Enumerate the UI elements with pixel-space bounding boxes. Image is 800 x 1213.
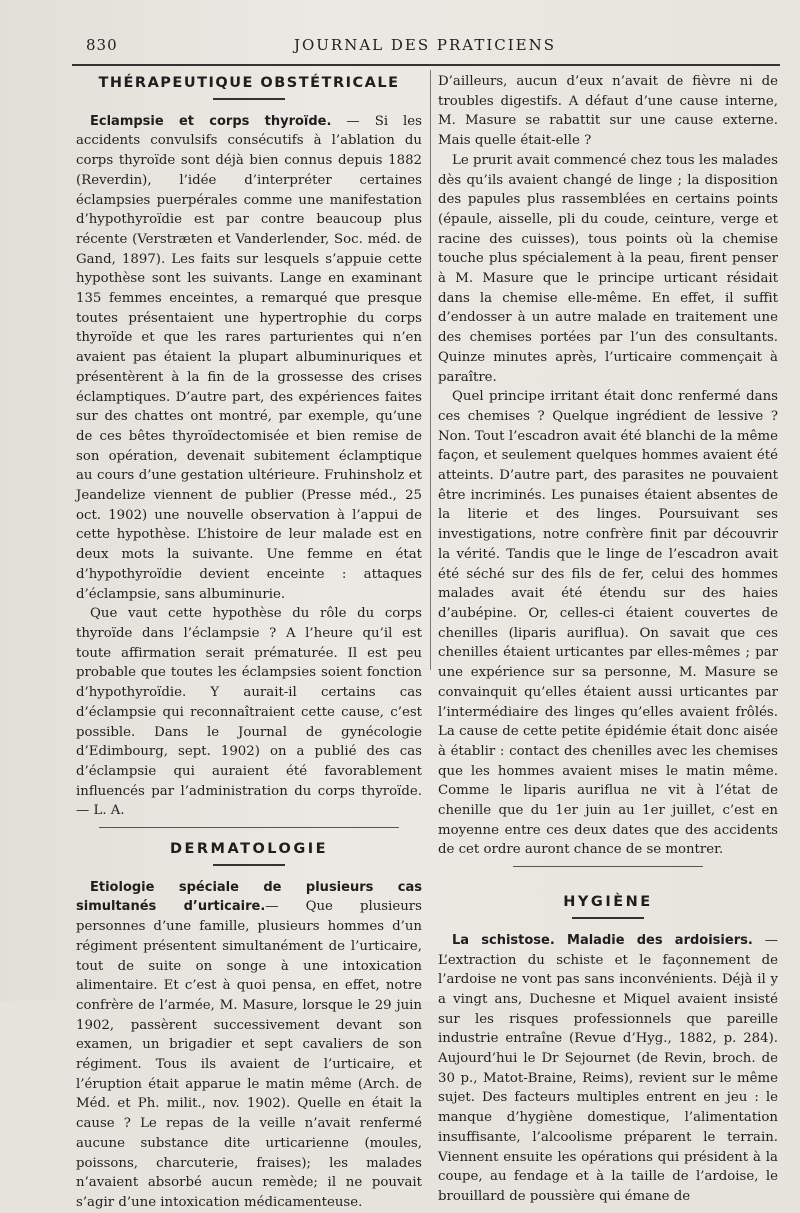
article-paragraph (76, 112, 422, 605)
section-title-dermatologie: DERMATOLOGIE (169, 841, 329, 858)
section-rule (213, 98, 285, 100)
article-paragraph: D’ailleurs, aucun d’eux n’avait de fièvre ni de troubles digestifs. A défaut d’une cause interne, M. Masure se rabattit sur une cause externe. Mais quelle était-elle ? (438, 74, 778, 149)
column-separator (430, 70, 431, 670)
section-rule (572, 917, 644, 919)
article-title-schistose: La schistose. Maladie des ardoisiers. (452, 932, 753, 948)
article-paragraph: Le prurit avait commencé chez tous les malades dès qu’ils avaient changé de linge ; la disposition des papules plus rassemblées en certains points (épaule, aisselle, pli du coude, ceinture, verge et racine des cuisses), tous points où la chemise touche plus spécialement à la peau, firent penser à M. Masure que le principe urticant résidait dans la chemise elle-même. En effet, il suffit d’endosser à un autre malade en traitement une des chemises portées par l’un des consultants. Quinze minutes après, l’urticaire commençait à paraître. (438, 152, 778, 385)
article-rule (513, 866, 703, 867)
section-rule (213, 864, 285, 866)
left-column (76, 72, 422, 1213)
article-paragraph (438, 931, 778, 1207)
article-rule (99, 827, 399, 828)
section-title-hygiene: HYGIÈNE (563, 894, 653, 911)
article-title-urticaire: Etiologie spéciale de plusieurs cas simultanés d’urticaire. (76, 879, 422, 915)
page-header (72, 36, 778, 60)
paragraph-text: — Si les accidents convulsifs consécutifs à l’ablation du corps thyroïde sont déjà bien connus depuis 1882 (Reverdin), l’idée d’interpréter certaines éclampsies puerpérales comme une manifestation d’hypothyroïdie est par contre beaucoup plus récente (Verstræten et Vanderlender, Soc. méd. de Gand, 1897). Les faits sur lesquels s’appuie cette hypothèse sont les suivants. Lange en examinant 135 femmes enceintes, a remarqué que presque toutes présentaient une hypertrophie du corps thyroïde et que les rares parturientes qui n’en avaient pas étaient la plupart albuminuriques et présentèrent à la fin de la grossesse des crises éclamptiques. D’autre part, des expériences faites sur des chattes ont montré, par exemple, qu’une de ces bêtes thyroïdectomisée et bien remise de son opération, devenait subitement éclamptique au cours d’une gestation ultérieure. Fruhinsholz et Jeandelize viennent de publier (Presse méd., 25 oct. 1902) une nouvelle observation à l’appui de cette hypothèse. L’histoire de leur malade est en deux mots la suivante. Une femme en état d’hypothyroïdie devient enceinte : attaques d’éclampsie, sans albuminurie. (76, 113, 422, 602)
spacer (438, 879, 778, 889)
paragraph-text: — Que plusieurs personnes d’une famille, plusieurs hommes d’un régiment présentent simultanément de l’urticaire, tout de suite on songe à une intoxication alimentaire. Et c’est à quoi pensa, en effet, notre confrère de l’armée, M. Masure, lorsque le 29 juin 1902, passèrent successivement devant son examen, un brigadier et sept cavaliers de son régiment. Tous ils avaient de l’urticaire, et l’éruption était apparue le matin même (Arch. de Méd. et Ph. milit., nov. 1902). Quelle en était la cause ? Le repas de la veille n’avait renfermé aucune substance dite urticarienne (moules, poissons, charcuterie, fraises); les malades n’avaient absorbé aucun remède; il ne pouvait s’agir d’une intoxication médicamenteuse. (76, 899, 422, 1210)
page-number: 830 (86, 36, 118, 54)
right-column (438, 72, 778, 1207)
section-title-therapeutique: THÉRAPEUTIQUE OBSTÉTRICALE (98, 75, 400, 91)
paragraph-text: — L’extraction du schiste et le façonnement de l’ardoise ne vont pas sans inconvénients. Déjà il y a vingt ans, Duchesne et Miquel avaient insisté sur les risques professionnels que pareille industrie entraîne (Revue d’Hyg., 1882, p. 284). Aujourd’hui le Dr Sejournet (de Revin, broch. de 30 p., Matot-Braine, Reims), revient sur le même sujet. Des facteurs multiples entrent en jeu : le manque d’hygiène domestique, l’alimentation insuffisante, l’alcoolisme préparent le terrain. Viennent ensuite les opérations qui président à la coupe, au fendage et à la taille de l’ardoise, le brouillard de poussière qui émane de (438, 932, 778, 1204)
article-paragraph: Que vaut cette hypothèse du rôle du corps thyroïde dans l’éclampsie ? A l’heure qu’il est toute affirmation serait prématurée. Il est peu probable que toutes les éclampsies soient fonction d’hypothyroïdie. Y aurait-il certains cas d’éclampsie qui reconnaîtraient cette cause, c’est possible. Dans le Journal de gynécologie d’Edimbourg, sept. 1902) on a publié des cas d’éclampsie qui auraient été favorablement influencés par l’administration du corps thyroïde. — L. A. (76, 606, 422, 819)
article-paragraph: Quel principe irritant était donc renfermé dans ces chemises ? Quelque ingrédient de lessive ? Non. Tout l’escadron avait été blanchi de la même façon, et seulement quelques hommes avaient été atteints. D’autre part, des parasites ne pouvaient être incriminés. Les punaises étaient absentes de la literie et des linges. Poursuivant ses investigations, notre confrère finit par découvrir la vérité. Tandis que le linge de l’escadron avait été séché sur des fils de fer, celui des hommes malades avait été étendu sur des haies d’aubépine. Or, celles-ci étaient couvertes de chenilles (liparis auriflua). On savait que ces chenilles étaient urticantes par elles-mêmes ; par une expérience sur sa personne, M. Masure se convainquit qu’elles étaient aussi urticantes par l’intermédiaire des linges qu’elles avaient frôlés. La cause de cette petite épidémie était donc aisée à établir : contact des chenilles avec les chemises que les hommes avaient mises le matin même. Comme le liparis auriflua ne vit à l’état de chenille que du 1er juin au 1er juillet, c’est en moyenne entre ces deux dates que des accidents de cet ordre auront chance de se montrer. (438, 389, 778, 858)
journal-title: JOURNAL DES PRATICIENS (293, 36, 557, 54)
article-title-eclampsie: Eclampsie et corps thyroïde. (90, 113, 332, 129)
header-rule (72, 64, 780, 66)
article-paragraph (76, 878, 422, 1213)
